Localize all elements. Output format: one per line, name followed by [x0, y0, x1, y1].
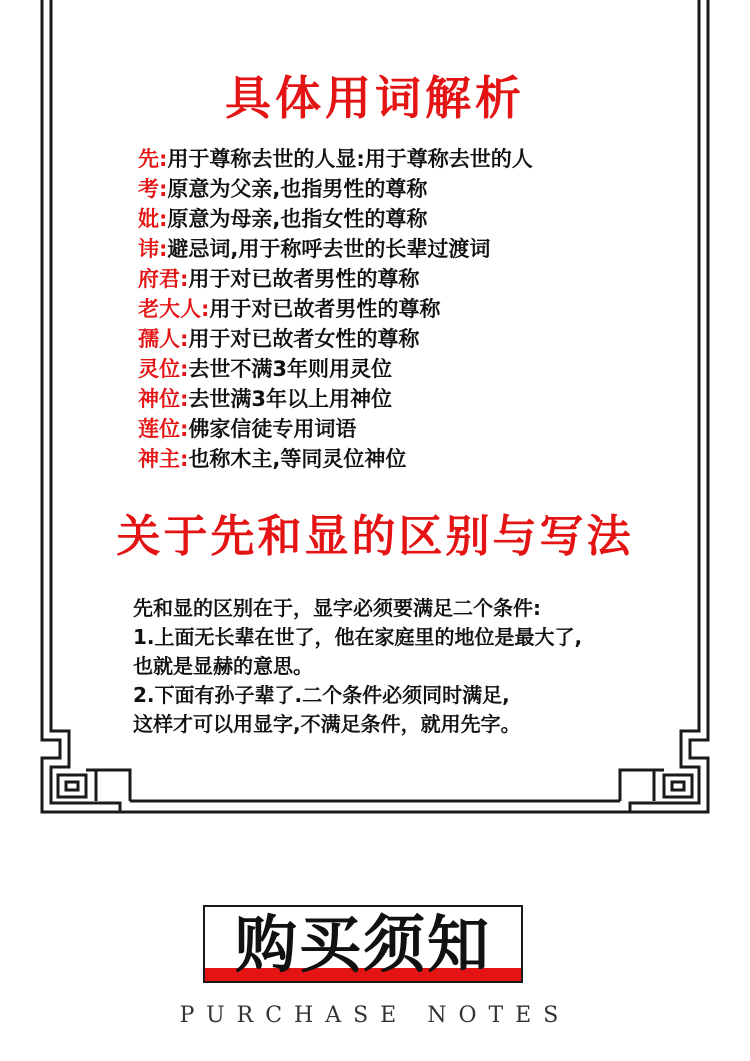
term-definition: 避忌词,用于称呼去世的长辈过渡词 [167, 237, 491, 261]
term-key: 神位: [138, 387, 189, 411]
term-definition: 用于对已故者男性的尊称 [209, 297, 441, 321]
term-row [138, 144, 533, 174]
term-key: 考: [138, 177, 168, 201]
paragraph-line: 2.下面有孙子辈了.二个条件必须同时满足, [133, 683, 510, 707]
section-title-difference: 关于先和显的区别与写法 [116, 511, 634, 562]
term-row [138, 294, 533, 324]
term-row [138, 264, 533, 294]
term-definition: 去世不满3年则用灵位 [188, 357, 393, 381]
term-key: 讳: [138, 237, 168, 261]
term-key: 老大人: [138, 297, 210, 321]
term-list [138, 144, 533, 474]
paragraph-line: 这样才可以用显字,不满足条件，就用先字。 [133, 712, 521, 736]
term-definition: 用于对已故者男性的尊称 [188, 267, 420, 291]
term-row [138, 444, 533, 474]
difference-paragraph [133, 594, 582, 739]
term-definition: 也称木主,等同灵位神位 [188, 447, 407, 471]
term-definition: 原意为父亲,也指男性的尊称 [167, 177, 428, 201]
purchase-notes-subtitle: PURCHASE NOTES [179, 1003, 571, 1028]
term-key: 府君: [138, 267, 189, 291]
term-definition: 用于对已故者女性的尊称 [188, 327, 420, 351]
term-definition: 用于尊称去世的人显:用于尊称去世的人 [167, 147, 533, 171]
term-row [138, 414, 533, 444]
term-definition: 佛家信徒专用词语 [188, 417, 357, 441]
term-row [138, 324, 533, 354]
term-row [138, 384, 533, 414]
term-row [138, 174, 533, 204]
paragraph-line: 也就是显赫的意思。 [133, 654, 313, 678]
term-row [138, 204, 533, 234]
paragraph-line: 先和显的区别在于，显字必须要满足二个条件: [133, 596, 541, 620]
purchase-notes-title: 购买须知 [234, 908, 491, 981]
term-row [138, 354, 533, 384]
section-title-term-analysis: 具体用词解析 [225, 71, 525, 125]
term-key: 神主: [138, 447, 189, 471]
purchase-notes-banner [203, 905, 523, 983]
term-row [138, 234, 533, 264]
term-key: 孺人: [138, 327, 189, 351]
term-key: 灵位: [138, 357, 189, 381]
term-key: 先: [138, 147, 168, 171]
term-definition: 去世满3年以上用神位 [188, 387, 393, 411]
paragraph-line: 1.上面无长辈在世了，他在家庭里的地位是最大了, [133, 625, 583, 649]
term-definition: 原意为母亲,也指女性的尊称 [167, 207, 428, 231]
term-key: 妣: [138, 207, 168, 231]
term-key: 莲位: [138, 417, 189, 441]
